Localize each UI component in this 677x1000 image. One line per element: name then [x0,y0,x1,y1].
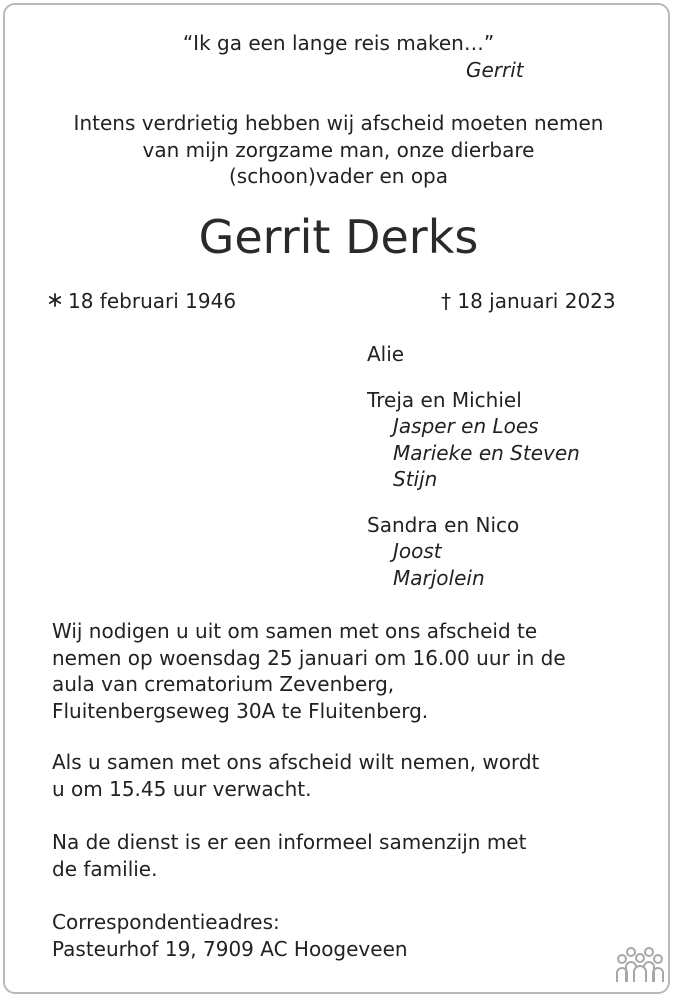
family-grandchild: Stijn [393,467,438,491]
correspondence-block [52,909,408,962]
paragraph-line: Na de dienst is er een informeel samenzijn met [52,830,527,854]
paragraph-line: nemen op woensdag 25 januari om 16.00 uur in de [52,645,566,670]
deceased-name: Gerrit Derks [198,210,479,264]
asterisk-star-icon [48,293,62,307]
arrival-paragraph [52,749,539,802]
correspondence-label: Correspondentieadres: [52,910,280,934]
paragraph-line: u om 15.45 uur verwacht. [52,776,312,801]
paragraph-line: de familie. [52,856,158,881]
family-couple: Treja en Michiel [367,388,522,412]
family-partner: Alie [367,342,405,366]
family-grandchild: Marieke en Steven [393,441,580,465]
intro-text [0,110,677,190]
quote-text: “Ik ga een lange reis maken…” [182,31,495,55]
family-grandchild: Joost [393,539,442,563]
birth-date [48,288,236,314]
intro-line: Intens verdrietig hebben wij afscheid moeten nemen [73,111,604,135]
quote-author: Gerrit [466,58,524,82]
people-group-logo-icon [614,944,666,986]
gathering-paragraph [52,829,526,882]
paragraph-line: aula van crematorium Zevenberg, [52,672,395,696]
family-grandchild: Jasper en Loes [393,414,539,438]
paragraph-line: Wij nodigen u uit om samen met ons afscheid te [52,619,538,643]
paragraph-line: Als u samen met ons afscheid wilt nemen, wordt [52,750,540,774]
paragraph-line: Fluitenbergseweg 30A te Fluitenberg. [52,698,429,723]
correspondence-address: Pasteurhof 19, 7909 AC Hoogeveen [52,936,408,961]
intro-line: (schoon)vader en opa [228,164,449,188]
birth-date-value: 18 februari 1946 [68,289,237,313]
family-couple: Sandra en Nico [367,513,520,537]
ceremony-paragraph [52,618,566,724]
intro-line: van mijn zorgzame man, onze dierbare [142,137,535,162]
family-grandchild: Marjolein [393,566,485,590]
death-date: † 18 januari 2023 [441,289,616,313]
